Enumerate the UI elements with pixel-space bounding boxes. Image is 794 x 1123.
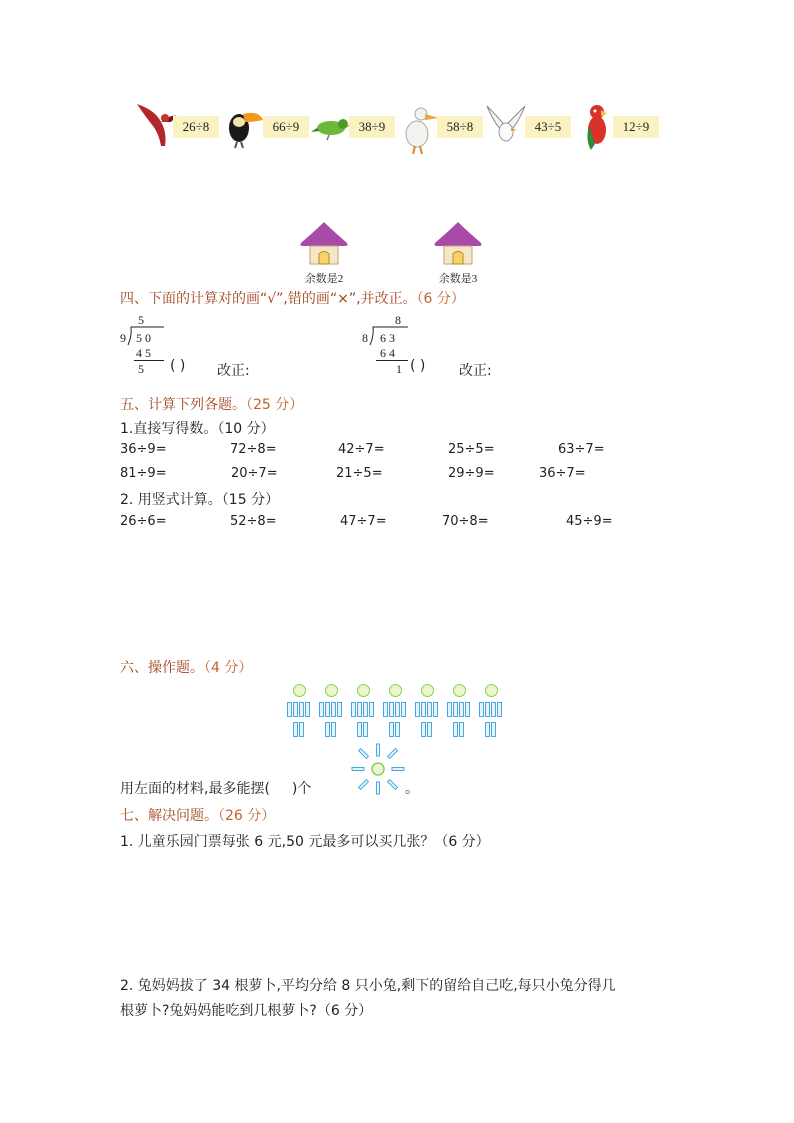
sun-figure-icon [350, 743, 406, 799]
quotient: 8 [395, 313, 401, 327]
part-2-title: 2. 用竖式计算。（15 分） [120, 492, 280, 508]
problem: 81÷9= [120, 466, 167, 481]
stick-icon [319, 702, 324, 717]
mental-math-row-2 [120, 466, 680, 484]
stick-icon [401, 702, 406, 717]
problem: 26÷6= [120, 514, 167, 529]
stick-icon [453, 702, 458, 717]
problem: 36÷7= [539, 466, 586, 481]
stick-icon [293, 702, 298, 717]
circle-icon [357, 684, 370, 697]
dividend: 5 0 [136, 331, 151, 345]
question-text: )个 [291, 781, 312, 797]
house-remainder-2 [296, 220, 352, 286]
section-4-points: （6 分） [416, 291, 465, 307]
dividend: 6 3 [380, 331, 395, 345]
problem: 29÷9= [448, 466, 495, 481]
product: 4 5 [136, 346, 151, 360]
problem: 36÷9= [120, 442, 167, 457]
problem: 25÷5= [448, 442, 495, 457]
problem: 52÷8= [230, 514, 277, 529]
house-remainder-3 [430, 220, 486, 286]
stick-icon [447, 702, 452, 717]
section-5-points: （25 分） [246, 397, 304, 413]
house-label: 余数是2 [304, 273, 344, 285]
circle-icon [485, 684, 498, 697]
product: 6 4 [380, 346, 395, 360]
section-6-title: 六、操作题。 [120, 660, 204, 676]
problem-tag: 43÷5 [525, 116, 571, 138]
green-bird-icon [311, 100, 351, 150]
divisor: 9 [120, 331, 126, 345]
long-division-2 [362, 313, 452, 377]
house-icon [430, 220, 486, 266]
section-4-title: 四、下面的计算对的画“√”,错的画“×”,并改正。 [120, 291, 417, 307]
section-7-title: 七、解决问题。 [120, 808, 218, 824]
stick-icon [433, 702, 438, 717]
judge-blank-2[interactable]: ( ) [410, 358, 426, 374]
quotient: 5 [138, 313, 144, 327]
stick-icon [305, 702, 310, 717]
stick-icon [465, 702, 470, 717]
problem: 72÷8= [230, 442, 277, 457]
stick-icon [363, 702, 368, 717]
stick-icon [427, 722, 432, 737]
stick-icon [395, 722, 400, 737]
section-6-heading [120, 657, 252, 677]
seagull-icon [485, 100, 527, 150]
stick-icon [337, 702, 342, 717]
problem: 47÷7= [340, 514, 387, 529]
vertical-calc-row [120, 514, 700, 532]
bird-problem-row [135, 100, 665, 150]
question-2-line-1: 2. 兔妈妈拔了 34 根萝卜,平均分给 8 只小兔,剩下的留给自己吃,每只小兔分得几 [120, 978, 616, 994]
stick-icon [287, 702, 292, 717]
stick-icon [325, 722, 330, 737]
problem-tag: 38÷9 [349, 116, 395, 138]
judge-blank-1[interactable]: ( ) [170, 358, 186, 374]
problem-tag: 66÷9 [263, 116, 309, 138]
stick-row-bottom [285, 722, 510, 738]
long-division-1 [120, 313, 210, 377]
question-2-line-2: 根萝卜?兔妈妈能吃到几根萝卜?（6 分） [120, 1003, 373, 1019]
divisor: 8 [362, 331, 368, 345]
stick-icon [421, 722, 426, 737]
circle-icon [453, 684, 466, 697]
stick-icon [479, 702, 484, 717]
stick-icon [485, 702, 490, 717]
stick-icon [357, 702, 362, 717]
stick-icon [459, 722, 464, 737]
problem: 20÷7= [231, 466, 278, 481]
stick-icon [331, 702, 336, 717]
circle-icon [325, 684, 338, 697]
stick-icon [363, 722, 368, 737]
circle-icon [421, 684, 434, 697]
stick-icon [389, 702, 394, 717]
problem: 70÷8= [442, 514, 489, 529]
question-1: 1. 儿童乐园门票每张 6 元,50 元最多可以买几张？（6 分） [120, 834, 490, 850]
stick-icon [421, 702, 426, 717]
problem-tag: 12÷9 [613, 116, 659, 138]
house-label: 余数是3 [438, 273, 478, 285]
part-1-title: 1.直接写得数。（10 分） [120, 421, 275, 437]
subtraction-line [134, 360, 164, 361]
stick-icon [293, 722, 298, 737]
stick-icon [491, 702, 496, 717]
circle-icon [389, 684, 402, 697]
stick-icon [383, 702, 388, 717]
pelican-icon [399, 100, 439, 156]
stick-icon [427, 702, 432, 717]
section-6-points: （4 分） [204, 660, 253, 676]
hummingbird-icon [135, 100, 177, 150]
stick-icon [351, 702, 356, 717]
section-5-heading [120, 394, 303, 414]
problem: 21÷5= [336, 466, 383, 481]
circle-icon [293, 684, 306, 697]
stick-icon [299, 722, 304, 737]
stick-row-top [285, 702, 510, 718]
section-7-heading [120, 805, 275, 825]
stick-icon [299, 702, 304, 717]
fix-label-1: 改正: [217, 363, 250, 379]
stick-icon [453, 722, 458, 737]
section-4-heading [120, 288, 465, 308]
stick-icon [357, 722, 362, 737]
problem: 45÷9= [566, 514, 613, 529]
parrot-icon [579, 100, 615, 156]
problem-tag: 58÷8 [437, 116, 483, 138]
question-end: 。 [405, 781, 419, 797]
remainder: 1 [396, 362, 402, 376]
stick-icon [369, 702, 374, 717]
remainder: 5 [138, 362, 144, 376]
fix-label-2: 改正: [459, 363, 492, 379]
mental-math-row-1 [120, 442, 680, 460]
stick-icon [415, 702, 420, 717]
house-icon [296, 220, 352, 266]
problem: 63÷7= [558, 442, 605, 457]
stick-icon [389, 722, 394, 737]
section-7-points: （26 分） [218, 808, 276, 824]
stick-icon [485, 722, 490, 737]
stick-icon [459, 702, 464, 717]
problem: 42÷7= [338, 442, 385, 457]
stick-icon [325, 702, 330, 717]
stick-icon [491, 722, 496, 737]
question-text: 用左面的材料,最多能摆( [120, 781, 270, 797]
stick-icon [395, 702, 400, 717]
stick-icon [331, 722, 336, 737]
stick-icon [497, 702, 502, 717]
toucan-icon [223, 100, 263, 150]
subtraction-line [376, 360, 408, 361]
section-6-question [120, 778, 311, 798]
materials-diagram [285, 682, 510, 738]
section-5-title: 五、计算下列各题。 [120, 397, 246, 413]
problem-tag: 26÷8 [173, 116, 219, 138]
